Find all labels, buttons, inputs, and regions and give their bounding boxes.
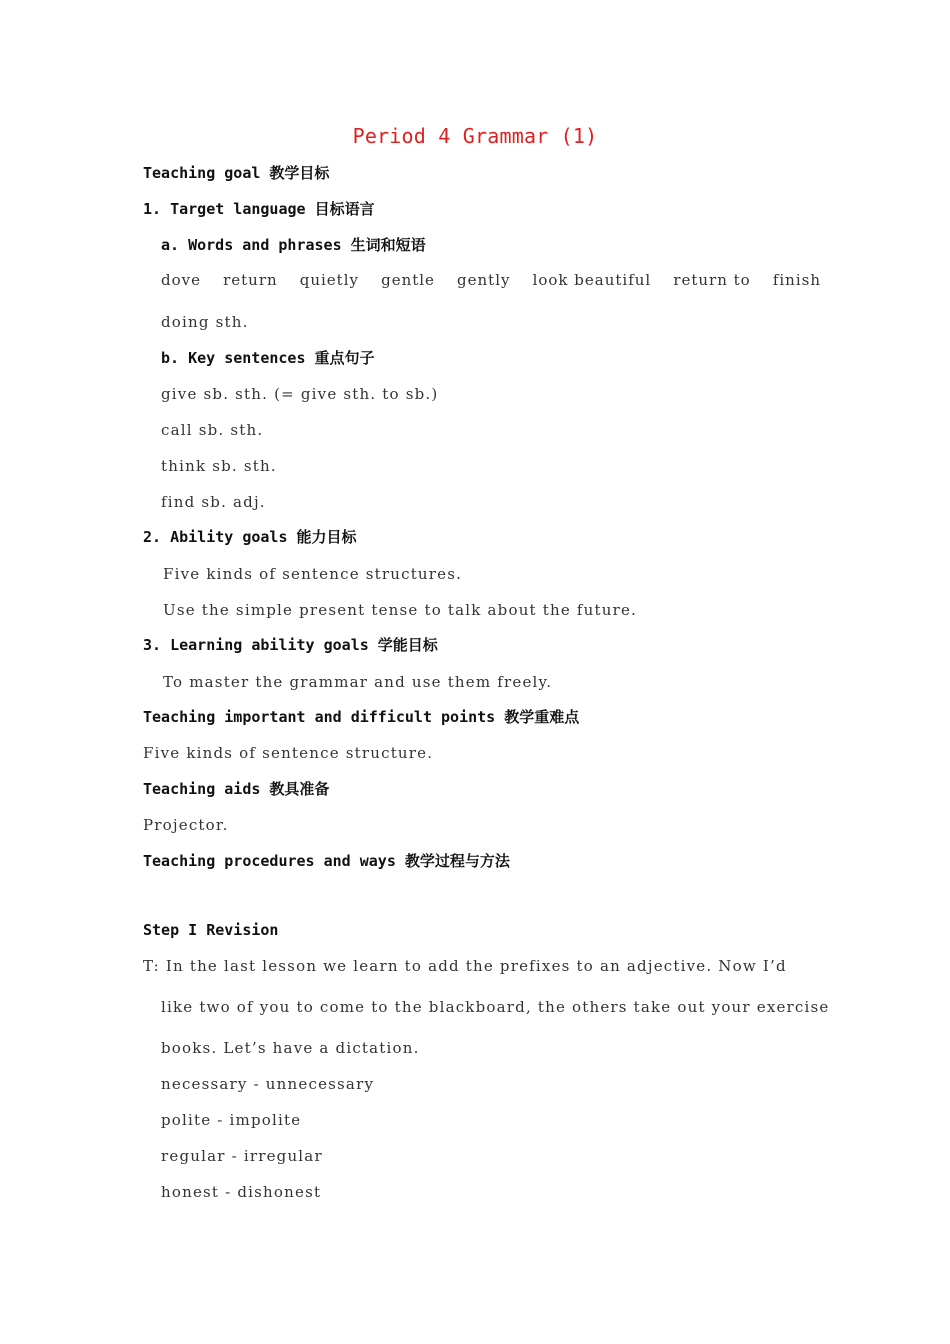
key-sentence: find sb. adj. xyxy=(161,493,266,511)
dictation-item: regular - irregular xyxy=(161,1147,323,1165)
ability-item: Five kinds of sentence structures. xyxy=(163,565,463,583)
word-item: quietly xyxy=(299,271,359,289)
target-language-heading: 1. Target language 目标语言 xyxy=(143,200,375,218)
aids-item: Projector. xyxy=(143,816,229,834)
learning-goals-heading: 3. Learning ability goals 学能目标 xyxy=(143,636,438,654)
step1-paragraph-line: like two of you to come to the blackboard, the others take out your exercise xyxy=(161,998,830,1016)
step1-heading: Step I Revision xyxy=(143,921,279,939)
ability-item: Use the simple present tense to talk about the future. xyxy=(163,601,638,619)
key-sentences-heading: b. Key sentences 重点句子 xyxy=(161,349,375,367)
important-item: Five kinds of sentence structure. xyxy=(143,744,434,762)
teaching-aids-heading: Teaching aids 教具准备 xyxy=(143,780,330,798)
words-heading: a. Words and phrases 生词和短语 xyxy=(161,236,426,254)
key-sentence: think sb. sth. xyxy=(161,457,277,475)
step1-paragraph-line: books. Let’s have a dictation. xyxy=(161,1039,420,1057)
procedures-heading: Teaching procedures and ways 教学过程与方法 xyxy=(143,852,510,870)
dictation-item: necessary - unnecessary xyxy=(161,1075,375,1093)
words-continuation: doing sth. xyxy=(161,313,249,331)
document-title: Period 4 Grammar (1) xyxy=(352,124,598,148)
word-item: look beautiful xyxy=(532,271,652,289)
teaching-goal-heading: Teaching goal 教学目标 xyxy=(143,164,330,182)
ability-goals-heading: 2. Ability goals 能力目标 xyxy=(143,528,357,546)
dictation-item: polite - impolite xyxy=(161,1111,302,1129)
key-sentence: call sb. sth. xyxy=(161,421,264,439)
word-item: gently xyxy=(457,271,511,289)
word-item: dove xyxy=(161,271,201,289)
words-list xyxy=(161,271,821,289)
word-item: finish xyxy=(772,271,821,289)
word-item: return to xyxy=(673,271,751,289)
dictation-item: honest - dishonest xyxy=(161,1183,322,1201)
important-points-heading: Teaching important and difficult points 教学重难点 xyxy=(143,708,580,726)
key-sentence: give sb. sth. (= give sth. to sb.) xyxy=(161,385,439,403)
word-item: gentle xyxy=(381,271,435,289)
word-item: return xyxy=(223,271,278,289)
step1-paragraph-line: T: In the last lesson we learn to add the prefixes to an adjective. Now I’d xyxy=(143,957,787,975)
learning-item: To master the grammar and use them freely. xyxy=(163,673,553,691)
